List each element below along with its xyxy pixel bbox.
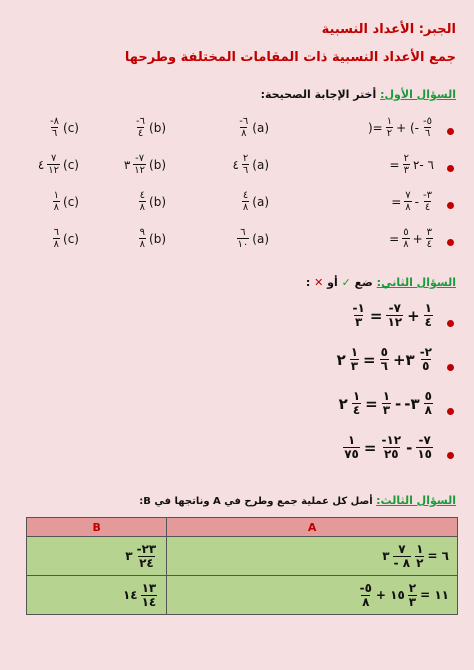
q1-option-b[interactable]: $\frac{-٦}{٤}$ (b) bbox=[136, 116, 166, 139]
table-row bbox=[27, 576, 458, 615]
bullet bbox=[447, 408, 454, 415]
bullet bbox=[447, 452, 454, 459]
q2-expression: ٢ $\frac{١}{٤}$ = $\frac{١}{٣}$ - -٣ $\frac{٥}{٨}$ bbox=[338, 389, 432, 417]
q1-instruction: أختر الإجابة الصحيحة: bbox=[260, 88, 377, 101]
q2-expression: $\frac{-١}{٣}$ = $\frac{-٧}{١٢}$ + $\frac{١}{٤}$ bbox=[352, 301, 432, 329]
cell-a[interactable]: $\frac{-٥}{٨}$ + ١٥ $\frac{٢}{٣}$ = ١١ bbox=[167, 576, 458, 615]
q1-label: السؤال الأول: bbox=[380, 88, 456, 101]
matching-table bbox=[26, 517, 458, 615]
check-icon: ✓ bbox=[341, 276, 351, 289]
q1-option-a[interactable]: $\frac{-٦}{٨}$ (a) bbox=[239, 116, 269, 139]
q1-option-a[interactable]: $\frac{٦}{١٠}$ (a) bbox=[237, 227, 269, 250]
q3-label: السؤال الثالث: bbox=[376, 494, 456, 507]
q1-option-c[interactable]: $\frac{-٨}{٦}$ (c) bbox=[50, 116, 79, 139]
table-row bbox=[27, 537, 458, 576]
q1-option-b[interactable]: ٣ $\frac{-٧}{١٢}$ (b) bbox=[123, 153, 166, 176]
q1-option-c[interactable]: ٤ $\frac{٧}{١٢}$ (c) bbox=[37, 153, 79, 176]
q1-option-a[interactable]: ٤ $\frac{٢}{٦}$ (a) bbox=[232, 153, 269, 176]
bullet bbox=[447, 202, 454, 209]
q1-header bbox=[261, 88, 456, 101]
q3-instruction: أصل كل عملية جمع وطرح في A وناتجها في B: bbox=[139, 496, 373, 507]
q2-expression: ٢ $\frac{١}{٣}$ = $\frac{٥}{٦}$ +٣ $\frac{-٢}{٥}$ bbox=[336, 345, 432, 373]
q1-option-a[interactable]: $\frac{٤}{٨}$ (a) bbox=[242, 190, 269, 213]
bullet bbox=[447, 239, 454, 246]
q2-expression: $\frac{١}{٧٥}$ = $\frac{-١٢}{٢٥}$ - $\frac{-٧}{١٥}$ bbox=[344, 433, 432, 461]
q1-option-c[interactable]: $\frac{١}{٨}$ (c) bbox=[53, 190, 79, 213]
q2-colon: : bbox=[305, 276, 311, 289]
cross-icon: ✕ bbox=[314, 276, 324, 289]
q1-expression: )= $\frac{١}{٢}$ + (- $\frac{-٥}{٦}$ bbox=[368, 116, 432, 139]
bullet bbox=[447, 128, 454, 135]
bullet bbox=[447, 364, 454, 371]
cell-a[interactable]: ٣ $\frac{٧}{- ٨}$ $\frac{١}{٢}$ = ٦ bbox=[167, 537, 458, 576]
q1-option-b[interactable]: $\frac{٤}{٨}$ (b) bbox=[139, 190, 166, 213]
q2-header bbox=[306, 276, 456, 289]
page-subtitle: جمع الأعداد النسبية ذات المقامات المختلفة وطرحها bbox=[124, 50, 456, 65]
q2-label: السؤال الثاني: bbox=[376, 276, 456, 289]
q1-option-b[interactable]: $\frac{٩}{٨}$ (b) bbox=[139, 227, 166, 250]
q1-expression: = $\frac{٧}{٨}$ - $\frac{-٣}{٤}$ bbox=[391, 190, 432, 213]
cell-b[interactable]: ١٤ $\frac{١٣}{١٤}$ bbox=[27, 576, 167, 615]
bullet bbox=[447, 165, 454, 172]
page-title: الجبر: الأعداد النسبية bbox=[321, 22, 456, 37]
q2-instruction: ضع bbox=[354, 276, 373, 289]
q1-expression: = $\frac{٥}{٨}$ + $\frac{٣}{٤}$ bbox=[389, 227, 432, 250]
column-header-b: B bbox=[27, 518, 167, 537]
q1-option-c[interactable]: $\frac{٦}{٨}$ (c) bbox=[53, 227, 79, 250]
q2-or: أو bbox=[327, 276, 338, 289]
q3-header bbox=[139, 494, 456, 507]
q1-expression: = $\frac{٢}{٣}$ ٦ -٢ bbox=[389, 153, 434, 176]
bullet bbox=[447, 320, 454, 327]
column-header-a: A bbox=[167, 518, 458, 537]
cell-b[interactable]: ٣ $\frac{-٢٣}{٢٤}$ bbox=[27, 537, 167, 576]
